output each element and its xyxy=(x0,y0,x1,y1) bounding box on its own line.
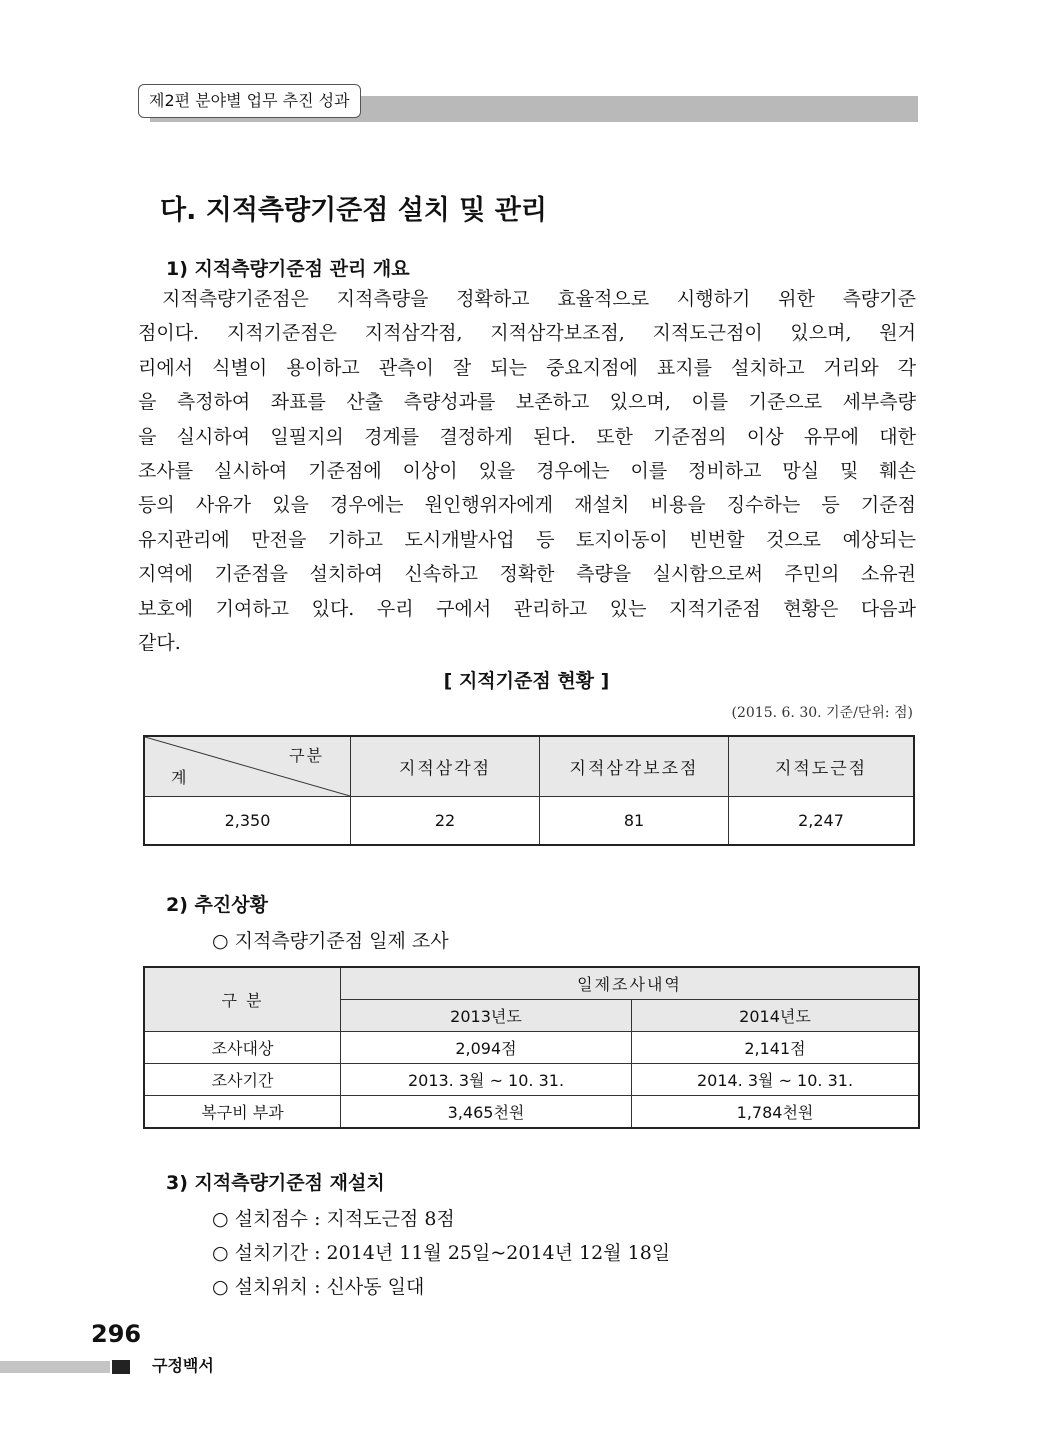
sub-heading-3: 3) 지적측량기준점 재설치 xyxy=(166,1172,385,1194)
diagonal-corner-cell xyxy=(144,736,351,797)
table-cell: 81 xyxy=(540,797,729,846)
table-header-cell: 지적도근점 xyxy=(729,736,915,797)
row-label: 조사대상 xyxy=(144,1032,341,1064)
paragraph-line: 보호에 기여하고 있다. 우리 구에서 관리하고 있는 지적기준점 현황은 다음과 xyxy=(138,597,916,620)
table-cell: 2,141점 xyxy=(632,1032,920,1064)
table-cell: 2013. 3월 ~ 10. 31. xyxy=(341,1064,632,1096)
corner-label-category: 구분 xyxy=(289,746,324,765)
table-row xyxy=(144,1032,919,1064)
footer-square xyxy=(112,1360,130,1374)
paragraph-line: 같다. xyxy=(138,632,181,655)
bullet-item: ○ 지적측량기준점 일제 조사 xyxy=(212,930,449,952)
row-label: 복구비 부과 xyxy=(144,1096,341,1129)
paragraph-line: 유지관리에 만전을 기하고 도시개발사업 등 토지이동이 빈번할 것으로 예상되는 xyxy=(138,528,916,551)
bullet-item: ○ 설치기간 : 2014년 11월 25일~2014년 12월 18일 xyxy=(212,1242,671,1264)
footer-book-title: 구정백서 xyxy=(152,1356,214,1375)
table-header-row xyxy=(144,736,914,797)
table-cell: 2,247 xyxy=(729,797,915,846)
table-row xyxy=(144,1096,919,1129)
survey-table xyxy=(143,966,920,1129)
sub-heading-2: 2) 추진상황 xyxy=(166,894,268,916)
section-title: 다. 지적측량기준점 설치 및 관리 xyxy=(160,195,547,226)
table-group-header: 일제조사내역 xyxy=(341,967,920,1000)
paragraph-line: 점이다. 지적기준점은 지적삼각점, 지적삼각보조점, 지적도근점이 있으며, 원거 xyxy=(138,322,916,345)
sub-heading-1: 1) 지적측량기준점 관리 개요 xyxy=(166,258,410,280)
table-header-row xyxy=(144,967,919,1000)
paragraph-line: 등의 사유가 있을 경우에는 원인행위자에게 재설치 비용을 징수하는 등 기준점 xyxy=(138,494,916,517)
header-tab: 제2편 분야별 업무 추진 성과 xyxy=(138,84,361,118)
table1-caption: [ 지적기준점 현황 ] xyxy=(443,670,610,692)
table-cell-total: 2,350 xyxy=(144,797,351,846)
table-cell: 2014. 3월 ~ 10. 31. xyxy=(632,1064,920,1096)
overview-paragraph xyxy=(138,282,916,660)
table-row xyxy=(144,1064,919,1096)
table-cell: 1,784천원 xyxy=(632,1096,920,1129)
footer-bar xyxy=(0,1361,110,1373)
table-cell: 3,465천원 xyxy=(341,1096,632,1129)
paragraph-line: 지적측량기준점은 지적측량을 정확하고 효율적으로 시행하기 위한 측량기준 xyxy=(162,288,916,310)
control-points-table xyxy=(143,735,915,846)
row-label: 조사기간 xyxy=(144,1064,341,1096)
page-number: 296 xyxy=(91,1320,142,1348)
paragraph-line: 을 측정하여 좌표를 산출 측량성과를 보존하고 있으며, 이를 기준으로 세부측량 xyxy=(138,391,916,414)
bullet-item: ○ 설치점수 : 지적도근점 8점 xyxy=(212,1208,455,1230)
table-cell: 2,094점 xyxy=(341,1032,632,1064)
table-row xyxy=(144,797,914,846)
table-header-cell: 지적삼각점 xyxy=(351,736,540,797)
corner-label-total: 계 xyxy=(171,768,189,787)
table1-note: (2015. 6. 30. 기준/단위: 점) xyxy=(731,705,913,721)
paragraph-line: 리에서 식별이 용이하고 관측이 잘 되는 중요지점에 표지를 설치하고 거리와 각 xyxy=(138,356,916,379)
table-cell: 22 xyxy=(351,797,540,846)
paragraph-line: 을 실시하여 일필지의 경계를 결정하게 된다. 또한 기준점의 이상 유무에 대한 xyxy=(138,425,916,448)
paragraph-line: 조사를 실시하여 기준점에 이상이 있을 경우에는 이를 정비하고 망실 및 훼손 xyxy=(138,460,916,483)
bullet-item: ○ 설치위치 : 신사동 일대 xyxy=(212,1276,425,1298)
paragraph-line: 지역에 기준점을 설치하여 신속하고 정확한 측량을 실시함으로써 주민의 소유권 xyxy=(138,563,916,586)
table-header-cell: 지적삼각보조점 xyxy=(540,736,729,797)
table-header-cell: 2014년도 xyxy=(632,1000,920,1032)
table-header-cell: 2013년도 xyxy=(341,1000,632,1032)
table-header-cell: 구 분 xyxy=(144,967,341,1032)
